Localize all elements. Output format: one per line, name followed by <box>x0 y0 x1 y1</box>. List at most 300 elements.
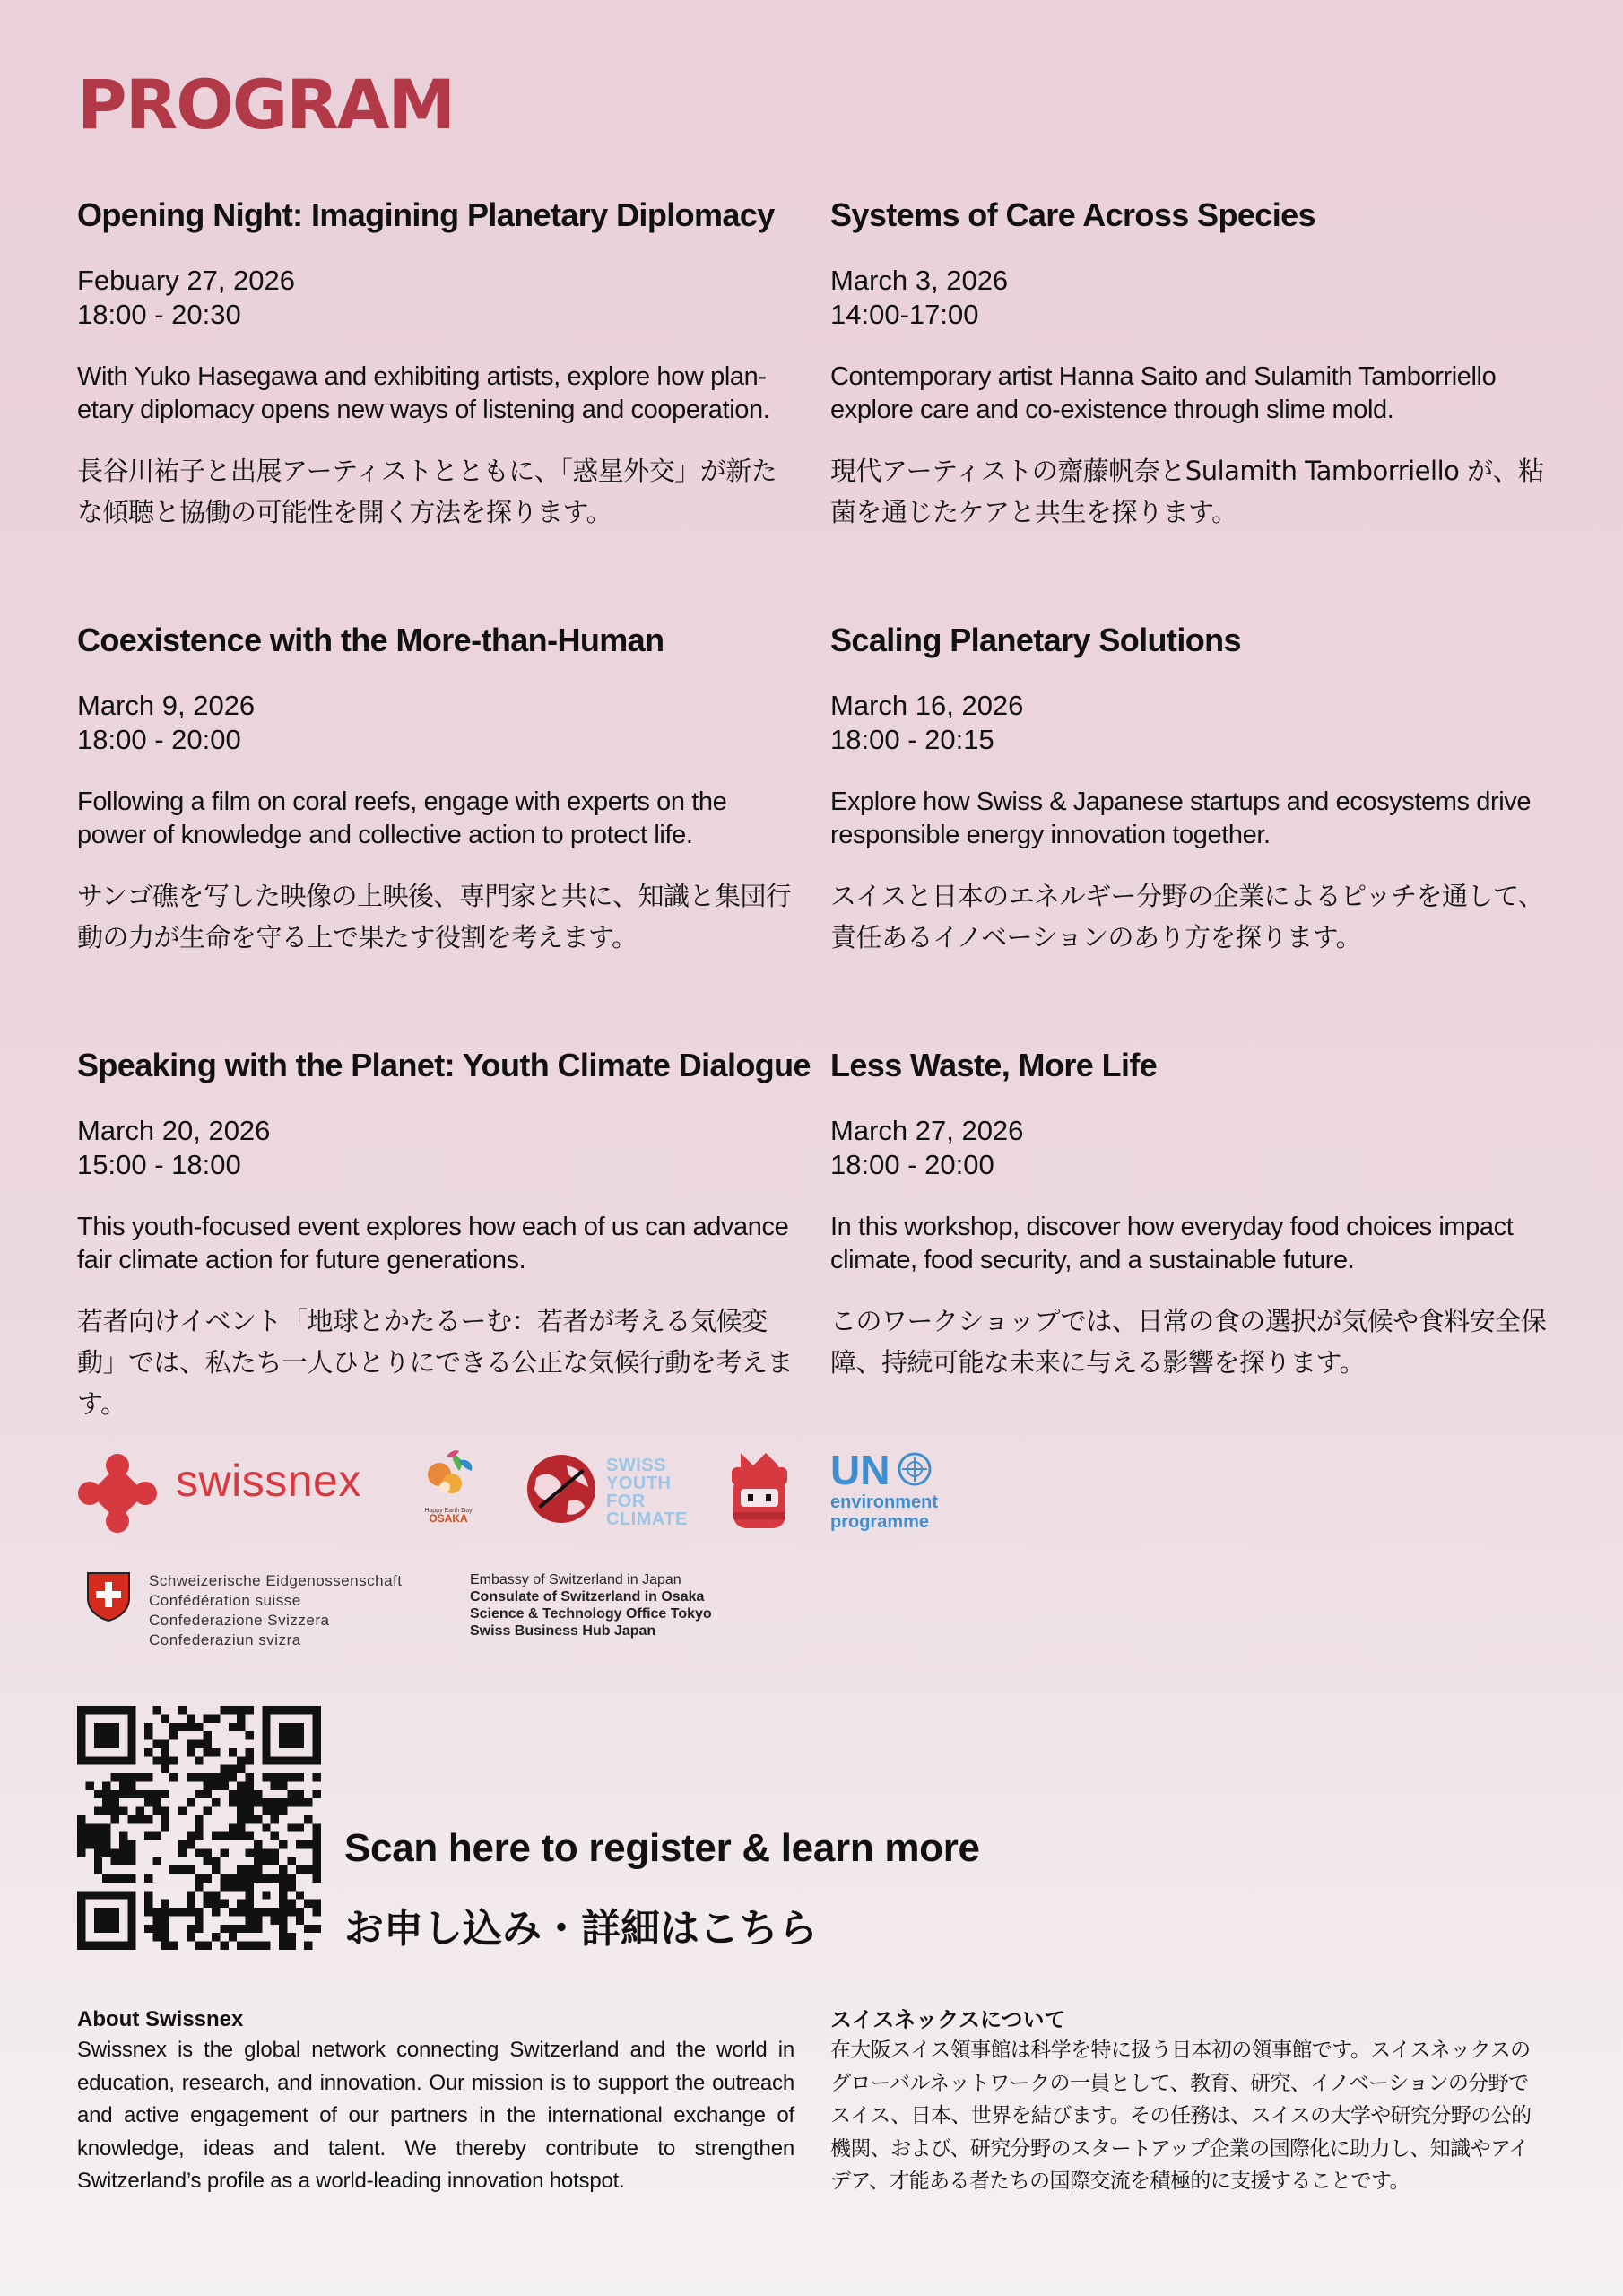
qr-module <box>94 1925 102 1933</box>
qr-module <box>161 1942 169 1950</box>
qr-module <box>254 1916 262 1924</box>
qr-module <box>220 1900 228 1908</box>
qr-module <box>152 1908 161 1916</box>
qr-module <box>313 1925 321 1933</box>
qr-module <box>102 1891 110 1899</box>
qr-module <box>296 1756 304 1764</box>
qr-module <box>161 1748 169 1756</box>
qr-module <box>212 1891 220 1899</box>
qr-module <box>152 1756 161 1764</box>
qr-module <box>246 1925 254 1933</box>
qr-module <box>296 1908 304 1916</box>
qr-module <box>77 1916 85 1924</box>
qr-module <box>161 1925 169 1933</box>
event-date: March 16, 2026 <box>830 690 1024 721</box>
qr-module <box>279 1874 287 1883</box>
qr-module <box>212 1908 220 1916</box>
event-time: 18:00 - 20:00 <box>77 724 241 755</box>
qr-module <box>246 1815 254 1823</box>
qr-module <box>296 1840 304 1848</box>
qr-module <box>127 1874 135 1883</box>
qr-module <box>279 1840 287 1848</box>
qr-module <box>237 1714 245 1722</box>
qr-module <box>262 1891 270 1899</box>
qr-module <box>296 1916 304 1924</box>
qr-module <box>94 1891 102 1899</box>
qr-module <box>271 1908 279 1916</box>
qr-module <box>262 1714 270 1722</box>
qr-module <box>77 1891 85 1899</box>
qr-module <box>254 1857 262 1866</box>
embassy-line: Science & Technology Office Tokyo <box>470 1606 712 1622</box>
qr-module <box>262 1807 270 1815</box>
qr-module <box>144 1925 152 1933</box>
confed-line: Confederazione Svizzera <box>149 1612 330 1629</box>
qr-module <box>136 1773 144 1781</box>
qr-module <box>212 1933 220 1941</box>
qr-module <box>296 1823 304 1831</box>
qr-module <box>187 1723 195 1731</box>
qr-module <box>279 1756 287 1764</box>
register-text-ja: お申し込み・詳細はこちら <box>344 1906 818 1952</box>
qr-module <box>287 1933 295 1941</box>
qr-module <box>262 1848 270 1857</box>
qr-module <box>111 1942 119 1950</box>
qr-module <box>169 1731 178 1739</box>
qr-module <box>152 1807 161 1815</box>
qr-module <box>313 1874 321 1883</box>
confed-line: Confédération suisse <box>149 1592 301 1609</box>
qr-module <box>119 1773 127 1781</box>
qr-module <box>152 1740 161 1748</box>
qr-module <box>254 1848 262 1857</box>
qr-module <box>161 1714 169 1722</box>
qr-module <box>279 1891 287 1899</box>
qr-module <box>204 1891 212 1899</box>
happy-earth-day-caption <box>414 1507 482 1523</box>
qr-module <box>152 1925 161 1933</box>
qr-module <box>94 1731 102 1739</box>
qr-module <box>102 1874 110 1883</box>
qr-module <box>220 1883 228 1891</box>
qr-module <box>111 1891 119 1899</box>
qr-module <box>212 1798 220 1806</box>
qr-module <box>187 1933 195 1941</box>
qr-module <box>237 1781 245 1789</box>
confed-line: Confederaziun svizra <box>149 1631 301 1648</box>
qr-module <box>77 1832 85 1840</box>
qr-module <box>313 1748 321 1756</box>
qr-module <box>144 1731 152 1739</box>
event-description-en: This youth-focused event explores how each of us can advance fair climate action for future generations. <box>77 1213 789 1274</box>
qr-module <box>195 1740 203 1748</box>
qr-module <box>94 1740 102 1748</box>
qr-module <box>246 1756 254 1764</box>
event-title: Less Waste, More Life <box>830 1047 1158 1083</box>
qr-module <box>279 1706 287 1714</box>
qr-module <box>102 1798 110 1806</box>
event-card <box>77 1046 811 1424</box>
about-swissnex-en <box>77 2005 794 2198</box>
qr-module <box>85 1840 93 1848</box>
qr-module <box>279 1781 287 1789</box>
event-title: Coexistence with the More-than-Human <box>77 622 664 658</box>
qr-module <box>127 1815 135 1823</box>
qr-module <box>195 1916 203 1924</box>
qr-module <box>195 1925 203 1933</box>
qr-module <box>304 1798 312 1806</box>
qr-module <box>279 1908 287 1916</box>
swiss-youth-for-climate-globe-icon <box>524 1451 599 1526</box>
qr-module <box>220 1832 228 1840</box>
qr-module <box>119 1706 127 1714</box>
qr-module <box>102 1756 110 1764</box>
qr-module <box>220 1765 228 1773</box>
qr-module <box>287 1706 295 1714</box>
embassy-line: Embassy of Switzerland in Japan <box>470 1572 681 1587</box>
qr-module <box>304 1925 312 1933</box>
qr-module <box>296 1891 304 1899</box>
qr-module <box>144 1900 152 1908</box>
qr-module <box>94 1832 102 1840</box>
qr-module <box>127 1723 135 1731</box>
qr-module <box>169 1866 178 1874</box>
qr-module <box>187 1773 195 1781</box>
qr-module <box>94 1866 102 1874</box>
swiss-cross-shield-icon <box>86 1571 131 1622</box>
qr-module <box>254 1798 262 1806</box>
qr-module <box>127 1748 135 1756</box>
qr-module <box>94 1848 102 1857</box>
qr-module <box>187 1908 195 1916</box>
qr-module <box>127 1900 135 1908</box>
qr-module <box>152 1933 161 1941</box>
qr-module <box>246 1790 254 1798</box>
qr-module <box>77 1925 85 1933</box>
qr-module <box>254 1840 262 1848</box>
qr-module <box>229 1823 237 1831</box>
embassy-text <box>470 1571 712 1639</box>
qr-module <box>246 1900 254 1908</box>
qr-module <box>313 1773 321 1781</box>
qr-module <box>161 1790 169 1798</box>
un-wordmark: UN <box>830 1447 890 1493</box>
qr-module <box>287 1756 295 1764</box>
syfc-line: SWISS <box>606 1456 666 1475</box>
qr-module <box>161 1900 169 1908</box>
confed-line: Schweizerische Eidgenossenschaft <box>149 1572 403 1589</box>
qr-module <box>254 1815 262 1823</box>
qr-module <box>279 1916 287 1924</box>
qr-module <box>178 1706 187 1714</box>
qr-module <box>102 1781 110 1789</box>
qr-module <box>169 1756 178 1764</box>
qr-module <box>111 1773 119 1781</box>
qr-module <box>144 1832 152 1840</box>
qr-module <box>287 1798 295 1806</box>
qr-module <box>287 1731 295 1739</box>
event-card <box>77 196 794 533</box>
un-emblem-icon <box>897 1451 933 1487</box>
qr-module <box>144 1874 152 1883</box>
qr-module <box>313 1908 321 1916</box>
qr-module <box>287 1942 295 1950</box>
qr-module <box>262 1942 270 1950</box>
qr-module <box>94 1908 102 1916</box>
qr-module <box>313 1857 321 1866</box>
qr-module <box>313 1848 321 1857</box>
syfc-line: CLIMATE <box>606 1509 688 1529</box>
qr-module <box>279 1933 287 1941</box>
qr-module <box>237 1832 245 1840</box>
qr-module <box>111 1874 119 1883</box>
event-title: Systems of Care Across Species <box>830 196 1315 233</box>
qr-module <box>304 1815 312 1823</box>
event-time: 18:00 - 20:00 <box>830 1149 994 1180</box>
qr-module <box>279 1942 287 1950</box>
qr-module <box>237 1756 245 1764</box>
qr-module <box>119 1840 127 1848</box>
qr-module <box>212 1857 220 1866</box>
qr-module <box>195 1815 203 1823</box>
syfc-line: FOR <box>606 1492 646 1511</box>
qr-module <box>313 1731 321 1739</box>
event-description-ja: スイスと日本のエネルギー分野の企業によるピッチを通して、責任あるイノベーションのあり方を探ります。 <box>830 881 1544 952</box>
qr-module <box>102 1723 110 1731</box>
qr-module <box>246 1866 254 1874</box>
qr-module <box>220 1848 228 1857</box>
robot-mascot-icon <box>728 1449 791 1532</box>
qr-module <box>237 1765 245 1773</box>
qr-module <box>313 1714 321 1722</box>
qr-module <box>77 1942 85 1950</box>
qr-module <box>85 1823 93 1831</box>
qr-module <box>187 1748 195 1756</box>
qr-module <box>304 1942 312 1950</box>
qr-module <box>296 1740 304 1748</box>
qr-module <box>119 1857 127 1866</box>
qr-module <box>229 1933 237 1941</box>
event-time: 14:00-17:00 <box>830 299 979 330</box>
qr-module <box>77 1815 85 1823</box>
qr-module <box>287 1823 295 1831</box>
qr-code-icon[interactable] <box>77 1706 321 1950</box>
qr-module <box>262 1706 270 1714</box>
qr-module <box>237 1900 245 1908</box>
qr-module <box>246 1832 254 1840</box>
qr-module <box>94 1916 102 1924</box>
qr-module <box>271 1798 279 1806</box>
qr-module <box>111 1857 119 1866</box>
event-title: Opening Night: Imagining Planetary Diplomacy <box>77 196 775 233</box>
qr-module <box>246 1883 254 1891</box>
qr-module <box>279 1731 287 1739</box>
qr-module <box>229 1773 237 1781</box>
event-date: March 9, 2026 <box>77 690 256 721</box>
qr-module <box>127 1942 135 1950</box>
qr-module <box>94 1823 102 1831</box>
qr-module <box>119 1848 127 1857</box>
qr-module <box>254 1925 262 1933</box>
qr-module <box>102 1706 110 1714</box>
embassy-line: Consulate of Switzerland in Osaka <box>470 1589 705 1605</box>
qr-module <box>94 1790 102 1798</box>
qr-module <box>229 1883 237 1891</box>
qr-module <box>246 1731 254 1739</box>
qr-module <box>127 1706 135 1714</box>
qr-module <box>237 1942 245 1950</box>
qr-module <box>212 1900 220 1908</box>
qr-module <box>169 1942 178 1950</box>
event-card <box>77 621 794 958</box>
qr-module <box>262 1756 270 1764</box>
qr-module <box>246 1706 254 1714</box>
qr-module <box>85 1781 93 1789</box>
qr-module <box>304 1840 312 1848</box>
qr-module <box>246 1874 254 1883</box>
qr-module <box>279 1773 287 1781</box>
qr-module <box>94 1840 102 1848</box>
qr-module <box>111 1731 119 1739</box>
qr-module <box>119 1807 127 1815</box>
event-description-en: Explore how Swiss & Japanese startups and ecosystems drive responsible energy innovation together. <box>830 787 1532 849</box>
qr-module <box>279 1807 287 1815</box>
qr-module <box>187 1891 195 1899</box>
qr-module <box>254 1790 262 1798</box>
qr-module <box>102 1731 110 1739</box>
qr-module <box>111 1908 119 1916</box>
qr-module <box>313 1840 321 1848</box>
qr-module <box>195 1883 203 1891</box>
qr-module <box>119 1891 127 1899</box>
qr-module <box>296 1798 304 1806</box>
qr-module <box>111 1740 119 1748</box>
qr-module <box>144 1891 152 1899</box>
qr-module <box>111 1848 119 1857</box>
qr-module <box>77 1723 85 1731</box>
qr-module <box>85 1942 93 1950</box>
qr-module <box>187 1925 195 1933</box>
qr-module <box>229 1908 237 1916</box>
qr-module <box>229 1748 237 1756</box>
qr-module <box>220 1925 228 1933</box>
qr-module <box>313 1823 321 1831</box>
event-card <box>830 1046 1548 1383</box>
qr-module <box>144 1790 152 1798</box>
qr-module <box>127 1790 135 1798</box>
qr-module <box>262 1740 270 1748</box>
qr-module <box>111 1925 119 1933</box>
qr-module <box>169 1723 178 1731</box>
qr-module <box>304 1706 312 1714</box>
qr-module <box>178 1807 187 1815</box>
qr-module <box>85 1706 93 1714</box>
qr-module <box>77 1706 85 1714</box>
qr-module <box>313 1866 321 1874</box>
qr-module <box>152 1916 161 1924</box>
qr-module <box>237 1925 245 1933</box>
qr-module <box>127 1916 135 1924</box>
qr-module <box>212 1748 220 1756</box>
qr-module <box>304 1866 312 1874</box>
swissnex-wordmark: swissnex <box>176 1456 361 1506</box>
event-description-ja: 長谷川祐子と出展アーティストとともに、「惑星外交」が新たな傾聴と協働の可能性を開く方法を探ります。 <box>77 456 777 527</box>
qr-module <box>77 1908 85 1916</box>
qr-module <box>313 1790 321 1798</box>
qr-module <box>287 1883 295 1891</box>
event-date: March 3, 2026 <box>830 265 1009 296</box>
qr-module <box>195 1874 203 1883</box>
qr-module <box>127 1756 135 1764</box>
qr-module <box>85 1756 93 1764</box>
qr-module <box>77 1756 85 1764</box>
qr-module <box>127 1773 135 1781</box>
qr-module <box>204 1900 212 1908</box>
qr-module <box>262 1723 270 1731</box>
qr-module <box>127 1908 135 1916</box>
event-time: 18:00 - 20:30 <box>77 299 241 330</box>
qr-module <box>161 1807 169 1815</box>
qr-module <box>279 1740 287 1748</box>
qr-module <box>204 1781 212 1789</box>
qr-module <box>237 1790 245 1798</box>
qr-module <box>246 1798 254 1806</box>
qr-module <box>204 1740 212 1748</box>
qr-module <box>161 1916 169 1924</box>
qr-module <box>287 1874 295 1883</box>
event-description-en: With Yuko Hasegawa and exhibiting artists, explore how plan-etary diplomacy opens new ways of listening and cooperation. <box>77 362 770 424</box>
event-time: 15:00 - 18:00 <box>77 1149 241 1180</box>
qr-module <box>204 1848 212 1857</box>
qr-module <box>271 1756 279 1764</box>
qr-module <box>220 1942 228 1950</box>
qr-module <box>229 1925 237 1933</box>
qr-module <box>279 1900 287 1908</box>
qr-module <box>204 1748 212 1756</box>
qr-module <box>229 1798 237 1806</box>
event-description-en: Following a film on coral reefs, engage with experts on the power of knowledge and collective action to protect life. <box>77 787 727 849</box>
qr-module <box>262 1798 270 1806</box>
about-title: About Swissnex <box>77 2007 244 2031</box>
qr-module <box>152 1790 161 1798</box>
qr-module <box>279 1723 287 1731</box>
qr-module <box>102 1942 110 1950</box>
happy-earth-day-osaka-icon <box>420 1448 477 1505</box>
qr-module <box>178 1723 187 1731</box>
qr-module <box>127 1891 135 1899</box>
event-date: March 20, 2026 <box>77 1115 271 1146</box>
qr-module <box>144 1798 152 1806</box>
qr-module <box>152 1832 161 1840</box>
about-swissnex-ja <box>830 2005 1548 2198</box>
qr-module <box>287 1773 295 1781</box>
qr-module <box>262 1908 270 1916</box>
qr-module <box>195 1832 203 1840</box>
qr-module <box>195 1823 203 1831</box>
qr-module <box>212 1773 220 1781</box>
qr-module <box>119 1790 127 1798</box>
event-description-en: In this workshop, discover how everyday food choices impact climate, food security, and a sustainable future. <box>830 1213 1514 1274</box>
qr-module <box>296 1723 304 1731</box>
qr-module <box>246 1773 254 1781</box>
qr-module <box>119 1832 127 1840</box>
qr-module <box>187 1714 195 1722</box>
about-body: 在大阪スイス領事館は科学を特に扱う日本初の領事館です。スイスネックスのグローバルネットワークの一員として、教育、研究、イノベーションの分野でスイス、日本、世界を結びます。その任務は、スイスの大学や研究分野の公的機関、および、研究分野のスタートアップ企業の国際化に助力し、知識やアイデア、才能ある者たちの国際交流を積極的に支援することです。 <box>830 2039 1532 2193</box>
qr-module <box>195 1773 203 1781</box>
qr-module <box>262 1823 270 1831</box>
qr-module <box>161 1765 169 1773</box>
qr-module <box>271 1848 279 1857</box>
